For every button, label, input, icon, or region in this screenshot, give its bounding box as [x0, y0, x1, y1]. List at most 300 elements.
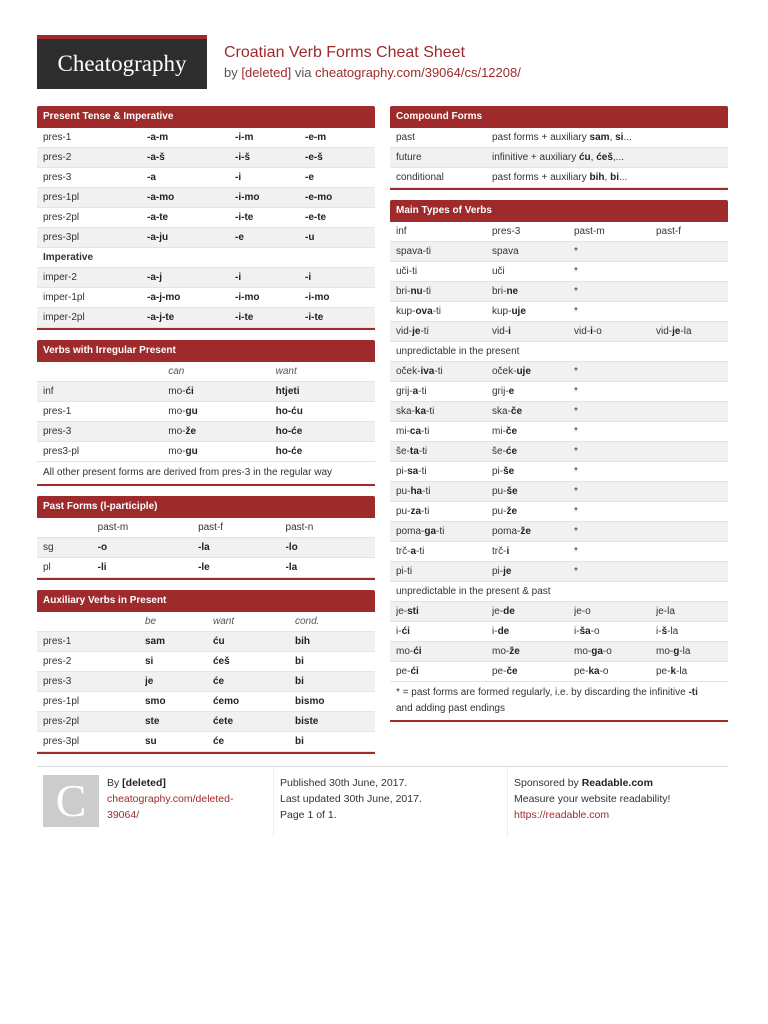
word-part: kup-	[492, 306, 512, 317]
stressed-part: sti	[407, 606, 419, 617]
word-part: trč-	[396, 546, 411, 557]
table-cell	[492, 502, 574, 521]
page-number: Page 1 of 1.	[280, 809, 337, 821]
word-part: uči-ti	[396, 266, 418, 277]
table-row	[37, 268, 375, 288]
table-cell: *	[574, 546, 578, 557]
word-part: mo-	[656, 646, 674, 657]
stressed-part: sa	[407, 466, 419, 477]
table-cell: pres-3pl	[43, 232, 80, 243]
table-cell	[396, 262, 492, 281]
word-part: -ti	[421, 426, 430, 437]
stressed-part: če	[510, 406, 523, 417]
auxiliary-form: ću	[578, 152, 591, 163]
section-title: Past Forms (l-participle)	[37, 496, 375, 518]
text-part: past forms + auxiliary	[492, 172, 590, 183]
word-part: pi-	[492, 466, 504, 477]
table-row	[390, 642, 728, 662]
table-row	[390, 542, 728, 562]
table-cell: ho-ću	[275, 406, 303, 417]
table-row	[37, 538, 375, 558]
table-cell	[396, 322, 492, 341]
table-row	[37, 632, 375, 652]
word-part: vid-	[396, 326, 413, 337]
sponsor-link[interactable]: https://readable.com	[514, 809, 610, 821]
table-cell	[396, 402, 492, 421]
table-cell: -a-j-mo	[147, 292, 181, 303]
table-cell: bismo	[295, 696, 325, 707]
stressed-part: je	[672, 326, 681, 337]
table-cell: ćete	[213, 716, 234, 727]
table-cell: pres-3	[43, 426, 72, 437]
table-cell: pres-1	[43, 406, 72, 417]
table-cell	[492, 148, 728, 167]
table-cell: pl	[43, 562, 51, 573]
column-header: be	[145, 616, 157, 627]
table-cell: -i	[305, 272, 312, 283]
footer-divider	[273, 767, 274, 837]
table-cell: -e-te	[305, 212, 327, 223]
note-bold: -ti	[688, 687, 698, 698]
table-cell: -i-te	[305, 312, 324, 323]
word-part: pi-	[396, 466, 408, 477]
table-cell: past	[396, 132, 415, 143]
stressed-part: ći	[401, 626, 410, 637]
word-part: uči	[492, 266, 505, 277]
table-row	[37, 652, 375, 672]
footer-author-url-cont[interactable]: 39064/	[107, 809, 140, 821]
sheet-url-link[interactable]: cheatography.com/39064/cs/12208/	[315, 65, 521, 80]
table-cell: -i	[235, 172, 242, 183]
sponsor-name[interactable]: Readable.com	[581, 777, 653, 789]
column-header: past-n	[285, 522, 314, 533]
table-cell	[492, 522, 574, 541]
word-part: -ti	[432, 306, 442, 317]
stressed-part: ga	[591, 646, 603, 657]
table-cell: *	[574, 486, 578, 497]
table-cell: bi	[295, 676, 304, 687]
table-cell: ćeš	[213, 656, 230, 667]
table-cell: *	[574, 466, 578, 477]
table-cell	[492, 322, 574, 341]
word-part: -ti	[420, 326, 429, 337]
section-title: Main Types of Verbs	[390, 200, 728, 222]
table-cell	[492, 382, 574, 401]
table-cell	[492, 642, 574, 661]
table-row	[390, 322, 728, 342]
word-part: -la	[679, 646, 691, 657]
byline-by: by	[224, 65, 238, 80]
table-cell	[574, 642, 656, 661]
table-cell	[492, 482, 574, 501]
footer	[37, 766, 728, 836]
word-part: poma-	[396, 526, 425, 537]
word-part: je-	[492, 606, 504, 617]
table-cell: je	[145, 676, 154, 687]
footer-dates	[280, 775, 422, 823]
footer-sponsor	[514, 775, 670, 823]
table-cell: -a-m	[147, 132, 169, 143]
past-table	[37, 518, 375, 578]
stressed-part: uje	[516, 366, 531, 377]
stressed-part: nu	[410, 286, 423, 297]
table-cell: pres-1	[43, 636, 72, 647]
stressed-part: ći	[410, 666, 419, 677]
table-cell	[492, 262, 574, 281]
stressed-part: gu	[185, 406, 198, 417]
table-row	[37, 208, 375, 228]
group-label: unpredictable in the present & past	[396, 586, 551, 597]
table-header-row	[37, 612, 375, 632]
table-cell: bi	[295, 656, 304, 667]
auxiliary-form: ćeš	[596, 152, 613, 163]
table-cell: imper-2	[43, 272, 77, 283]
right-column	[390, 106, 728, 732]
table-row	[390, 242, 728, 262]
table-row	[37, 188, 375, 208]
table-cell	[492, 242, 574, 261]
word-part: i-	[492, 626, 498, 637]
word-part: pi-	[492, 566, 504, 577]
section-title: Compound Forms	[390, 106, 728, 128]
table-cell: pres-2	[43, 656, 72, 667]
compound-table	[390, 128, 728, 188]
table-row	[37, 382, 375, 402]
table-cell: *	[574, 366, 578, 377]
auxiliary-form: sam	[589, 132, 610, 143]
table-cell	[396, 442, 492, 461]
table-row	[390, 482, 728, 502]
section-title: Present Tense & Imperative	[37, 106, 375, 128]
table-cell	[656, 662, 726, 681]
stressed-part: za	[410, 506, 422, 517]
table-cell: *	[574, 446, 578, 457]
table-cell	[492, 662, 574, 681]
table-cell: -o	[97, 542, 108, 553]
irregular-table	[37, 362, 375, 484]
table-cell: inf	[43, 386, 54, 397]
table-row	[390, 502, 728, 522]
table-cell	[492, 462, 574, 481]
auxiliary-form: bih	[589, 172, 605, 183]
table-cell	[396, 462, 492, 481]
table-row	[37, 128, 375, 148]
table-cell: -e-š	[305, 152, 323, 163]
auxiliary-table	[37, 612, 375, 752]
word-part: -ti	[426, 406, 435, 417]
table-cell: imper-1pl	[43, 292, 85, 303]
table-cell: ho-će	[275, 426, 303, 437]
word-part: kup-	[396, 306, 416, 317]
table-cell	[574, 602, 656, 621]
group-label-row	[37, 248, 375, 268]
table-cell: -la	[285, 562, 298, 573]
word-part: mi-	[396, 426, 410, 437]
footer-author-url[interactable]: cheatography.com/deleted-	[107, 793, 234, 805]
table-cell: *	[574, 566, 578, 577]
section-compound-forms	[390, 106, 728, 190]
word-part: poma-	[492, 526, 521, 537]
word-part: ska-	[492, 406, 511, 417]
sponsor-prefix: Sponsored by	[514, 777, 582, 789]
table-cell: *	[574, 526, 578, 537]
table-row	[37, 692, 375, 712]
footer-author-link[interactable]: [deleted]	[122, 777, 166, 789]
table-cell: -i-mo	[235, 292, 260, 303]
table-cell	[492, 542, 574, 561]
stressed-part: še	[503, 466, 515, 477]
word-part: pu-	[396, 486, 411, 497]
word-part: oček-	[492, 366, 517, 377]
table-cell	[492, 302, 574, 321]
word-part: -o	[599, 666, 609, 677]
table-cell: -a-š	[147, 152, 165, 163]
table-row	[390, 522, 728, 542]
word-part: mo-	[574, 646, 592, 657]
table-cell	[396, 422, 492, 441]
stressed-part: ova	[415, 306, 433, 317]
table-row	[37, 228, 375, 248]
table-cell: si	[145, 656, 154, 667]
column-header: want	[275, 366, 297, 377]
table-cell	[656, 642, 726, 661]
table-cell: -lo	[285, 542, 298, 553]
table-cell	[574, 662, 656, 681]
table-cell: htjeti	[275, 386, 300, 397]
table-cell: -i-š	[235, 152, 250, 163]
word-part: pe-	[656, 666, 671, 677]
word-part: -ti	[421, 506, 430, 517]
table-cell: pres-1	[43, 132, 72, 143]
table-cell: -e-mo	[305, 192, 333, 203]
table-cell: -a-mo	[147, 192, 175, 203]
word-part: mo-	[168, 386, 186, 397]
page-title: Croatian Verb Forms Cheat Sheet	[224, 44, 466, 61]
stressed-part: ha	[410, 486, 423, 497]
column-header: cond.	[295, 616, 320, 627]
stressed-part: že	[506, 506, 518, 517]
table-cell: *	[574, 286, 578, 297]
word-part: -o	[590, 626, 600, 637]
word-part: -ti	[422, 486, 431, 497]
table-row	[390, 562, 728, 582]
footer-author	[107, 775, 233, 823]
table-cell: pres-1pl	[43, 696, 80, 707]
updated-date: Last updated 30th June, 2017.	[280, 793, 422, 805]
byline	[224, 65, 521, 80]
column-header: past-m	[574, 226, 605, 237]
table-cell	[396, 562, 492, 581]
table-cell	[492, 362, 574, 381]
cheatography-logo[interactable]: Cheatography	[37, 35, 207, 89]
stressed-part: ne	[506, 286, 519, 297]
column-header	[43, 518, 98, 537]
table-cell	[492, 128, 728, 147]
word-part: še-	[492, 446, 506, 457]
present-table	[37, 128, 375, 328]
word-part: bri-	[492, 286, 507, 297]
table-cell	[656, 322, 726, 341]
table-cell: -i	[235, 272, 242, 283]
word-part: i-	[396, 626, 402, 637]
table-cell: *	[574, 306, 578, 317]
table-cell	[168, 442, 275, 461]
word-part: mo-	[168, 446, 186, 457]
stressed-part: će	[505, 446, 518, 457]
table-cell: su	[145, 736, 157, 747]
word-part: -la	[676, 666, 688, 677]
stressed-part: de	[497, 626, 510, 637]
stressed-part: je	[412, 326, 421, 337]
group-label: unpredictable in the present	[396, 346, 520, 357]
word-part: je-o	[574, 606, 591, 617]
table-cell	[396, 302, 492, 321]
footer-divider	[507, 767, 508, 837]
word-part: vid-	[574, 326, 591, 337]
word-part: spava	[492, 246, 519, 257]
table-row	[390, 282, 728, 302]
stressed-part: še	[506, 486, 518, 497]
table-cell	[656, 242, 726, 261]
table-cell	[396, 282, 492, 301]
table-cell: conditional	[396, 172, 444, 183]
table-row	[390, 462, 728, 482]
stressed-part: ga	[424, 526, 437, 537]
section-title: Auxiliary Verbs in Present	[37, 590, 375, 612]
table-row	[390, 362, 728, 382]
stressed-part: če	[505, 426, 518, 437]
column-header: can	[168, 366, 185, 377]
table-cell: bih	[295, 636, 310, 647]
table-cell: -i-mo	[235, 192, 260, 203]
table-cell: pres-3	[43, 676, 72, 687]
table-cell: pres-2pl	[43, 716, 80, 727]
table-cell: -a-j	[147, 272, 162, 283]
table-cell: ste	[145, 716, 160, 727]
table-cell: bi	[295, 736, 304, 747]
stressed-part: i	[506, 546, 510, 557]
word-part: pe-	[574, 666, 589, 677]
sponsor-tagline: Measure your website readability!	[514, 793, 671, 805]
table-cell	[492, 422, 574, 441]
word-part: -ti	[434, 366, 443, 377]
word-part: pu-	[396, 506, 411, 517]
text-part: ,	[609, 132, 616, 143]
word-part: je-la	[656, 606, 675, 617]
table-row	[37, 558, 375, 578]
table-cell: -a	[147, 172, 156, 183]
stressed-part: je	[503, 566, 512, 577]
group-label-row	[390, 342, 728, 362]
table-row	[390, 442, 728, 462]
published-date: Published 30th June, 2017.	[280, 777, 408, 789]
table-cell	[656, 282, 726, 301]
table-cell: -e-m	[305, 132, 327, 143]
table-row	[390, 168, 728, 188]
table-cell	[396, 502, 492, 521]
table-header-row	[37, 362, 375, 382]
word-part: -ti	[422, 286, 432, 297]
table-row	[37, 148, 375, 168]
table-cell	[168, 422, 275, 441]
verb-types-table	[390, 222, 728, 720]
word-part: vid-	[492, 326, 509, 337]
table-cell	[492, 168, 728, 187]
stressed-part: ka	[414, 406, 427, 417]
table-cell: ćemo	[213, 696, 240, 707]
table-row	[390, 382, 728, 402]
table-cell	[656, 302, 726, 321]
table-cell: pres-1pl	[43, 192, 80, 203]
word-part: -ti	[416, 546, 425, 557]
section-title: Verbs with Irregular Present	[37, 340, 375, 362]
word-part: pi-ti	[396, 566, 413, 577]
table-cell: će	[213, 736, 225, 747]
table-cell	[492, 282, 574, 301]
stressed-part: ći	[185, 386, 194, 397]
table-cell: pres-3pl	[43, 736, 80, 747]
word-part: -la	[667, 626, 679, 637]
table-cell: *	[574, 386, 578, 397]
word-part: -o	[602, 646, 612, 657]
table-row	[390, 602, 728, 622]
table-cell: -a-te	[147, 212, 169, 223]
table-cell	[396, 522, 492, 541]
table-cell: -i-mo	[305, 292, 330, 303]
stressed-part: iva	[420, 366, 435, 377]
word-part: spava-ti	[396, 246, 432, 257]
word-part: pe-	[492, 666, 507, 677]
stressed-part: g	[673, 646, 680, 657]
table-cell: -a-ju	[147, 232, 169, 243]
auxiliary-form: bi	[610, 172, 619, 183]
table-cell: -e	[235, 232, 244, 243]
table-note	[390, 682, 728, 720]
table-cell	[656, 602, 726, 621]
table-cell: -li	[97, 562, 107, 573]
stressed-part: e	[508, 386, 515, 397]
word-part: pu-	[492, 486, 507, 497]
stressed-part: ta	[409, 446, 419, 457]
text-part: ...	[619, 172, 628, 183]
table-row	[37, 422, 375, 442]
table-cell: *	[574, 266, 578, 277]
table-cell: -i-m	[235, 132, 254, 143]
table-cell: -i-te	[235, 312, 254, 323]
table-cell	[492, 402, 574, 421]
table-cell	[396, 362, 492, 381]
word-part: ska-	[396, 406, 415, 417]
table-cell	[656, 622, 726, 641]
table-cell: -la	[198, 542, 210, 553]
word-part: -ti	[418, 466, 427, 477]
stressed-part: uje	[511, 306, 526, 317]
table-cell: biste	[295, 716, 319, 727]
table-row	[390, 402, 728, 422]
section-irregular-present	[37, 340, 375, 486]
column-header: past-m	[97, 522, 129, 533]
table-row	[37, 442, 375, 462]
table-cell: pres-3	[43, 172, 72, 183]
table-cell	[492, 622, 574, 641]
table-row	[390, 128, 728, 148]
group-label-row	[390, 582, 728, 602]
text-part: ...	[623, 132, 632, 143]
table-row	[37, 732, 375, 752]
column-header	[43, 612, 145, 631]
section-present-tense	[37, 106, 375, 330]
author-link[interactable]: [deleted]	[241, 65, 292, 80]
